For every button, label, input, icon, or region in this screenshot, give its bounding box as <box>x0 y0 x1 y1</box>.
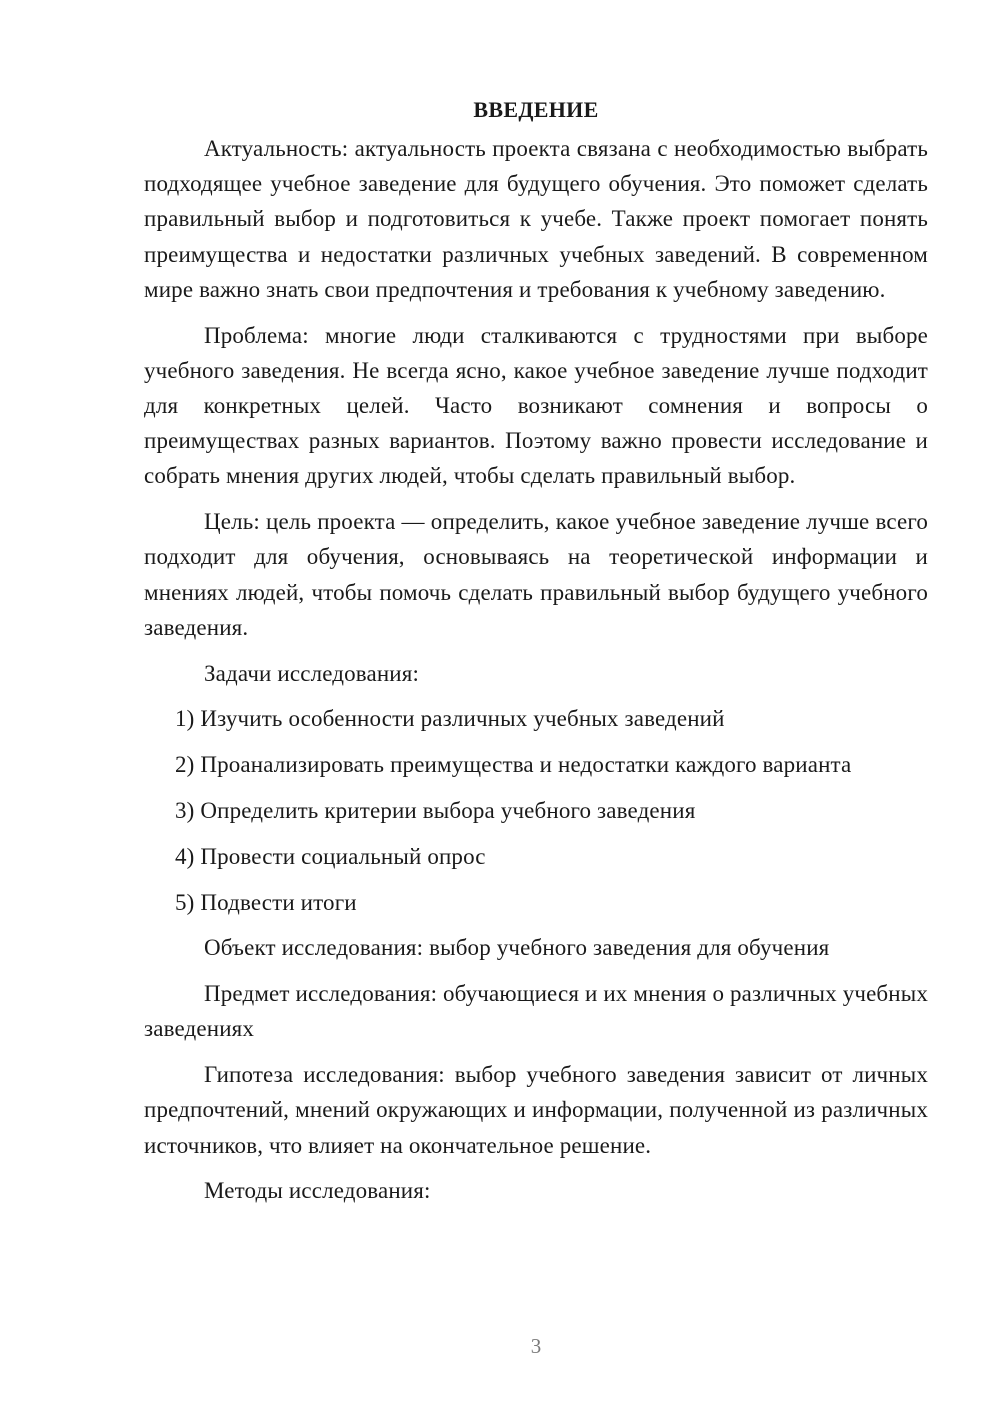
task-item: 3) Определить критерии выбора учебного заведения <box>175 798 696 824</box>
page-number: 3 <box>530 1334 542 1358</box>
task-item: 4) Провести социальный опрос <box>175 843 486 869</box>
paragraph-goal: Цель: цель проекта — определить, какое учебное заведение лучше всего подходит для обучения, основываясь на теоретической информации и мнениях людей, чтобы помочь сделать правильный выбор будущего учебного заведения. <box>144 509 928 640</box>
task-item: 5) Подвести итоги <box>175 889 357 915</box>
methods-title: Методы исследования: <box>204 1178 431 1204</box>
task-item: 2) Проанализировать преимущества и недостатки каждого варианта <box>175 752 852 778</box>
section-heading: ВВЕДЕНИЕ <box>473 97 599 122</box>
task-item: 1) Изучить особенности различных учебных заведений <box>175 706 725 732</box>
paragraph-object: Объект исследования: выбор учебного заведения для обучения <box>204 935 830 961</box>
tasks-title: Задачи исследования: <box>204 660 420 686</box>
paragraph-problem: Проблема: многие люди сталкиваются с трудностями при выборе учебного заведения. Не всегда ясно, какое учебное заведение лучше подходит для конкретных целей. Часто возникают сомнения и вопросы о преимуществах разных вариантов. Поэтому важно провести исследование и собрать мнения других людей, чтобы сделать правильный выбор. <box>144 322 928 489</box>
paragraph-hypothesis: Гипотеза исследования: выбор учебного заведения зависит от личных предпочтений, мнений окружающих и информации, полученной из различных источников, что влияет на окончательное решение. <box>144 1062 928 1158</box>
document-page <box>144 92 928 1219</box>
tasks-list <box>144 701 928 919</box>
paragraph-relevance: Актуальность: актуальность проекта связана с необходимостью выбрать подходящее учебное заведение для будущего обучения. Это поможет сделать правильный выбор и подготовиться к учебе. Также проект помогает понять преимущества и недостатки различных учебных заведений. В современном мире важно знать свои предпочтения и требования к учебному заведению. <box>144 136 928 302</box>
paragraph-subject: Предмет исследования: обучающиеся и их мнения о различных учебных заведениях <box>144 981 928 1042</box>
